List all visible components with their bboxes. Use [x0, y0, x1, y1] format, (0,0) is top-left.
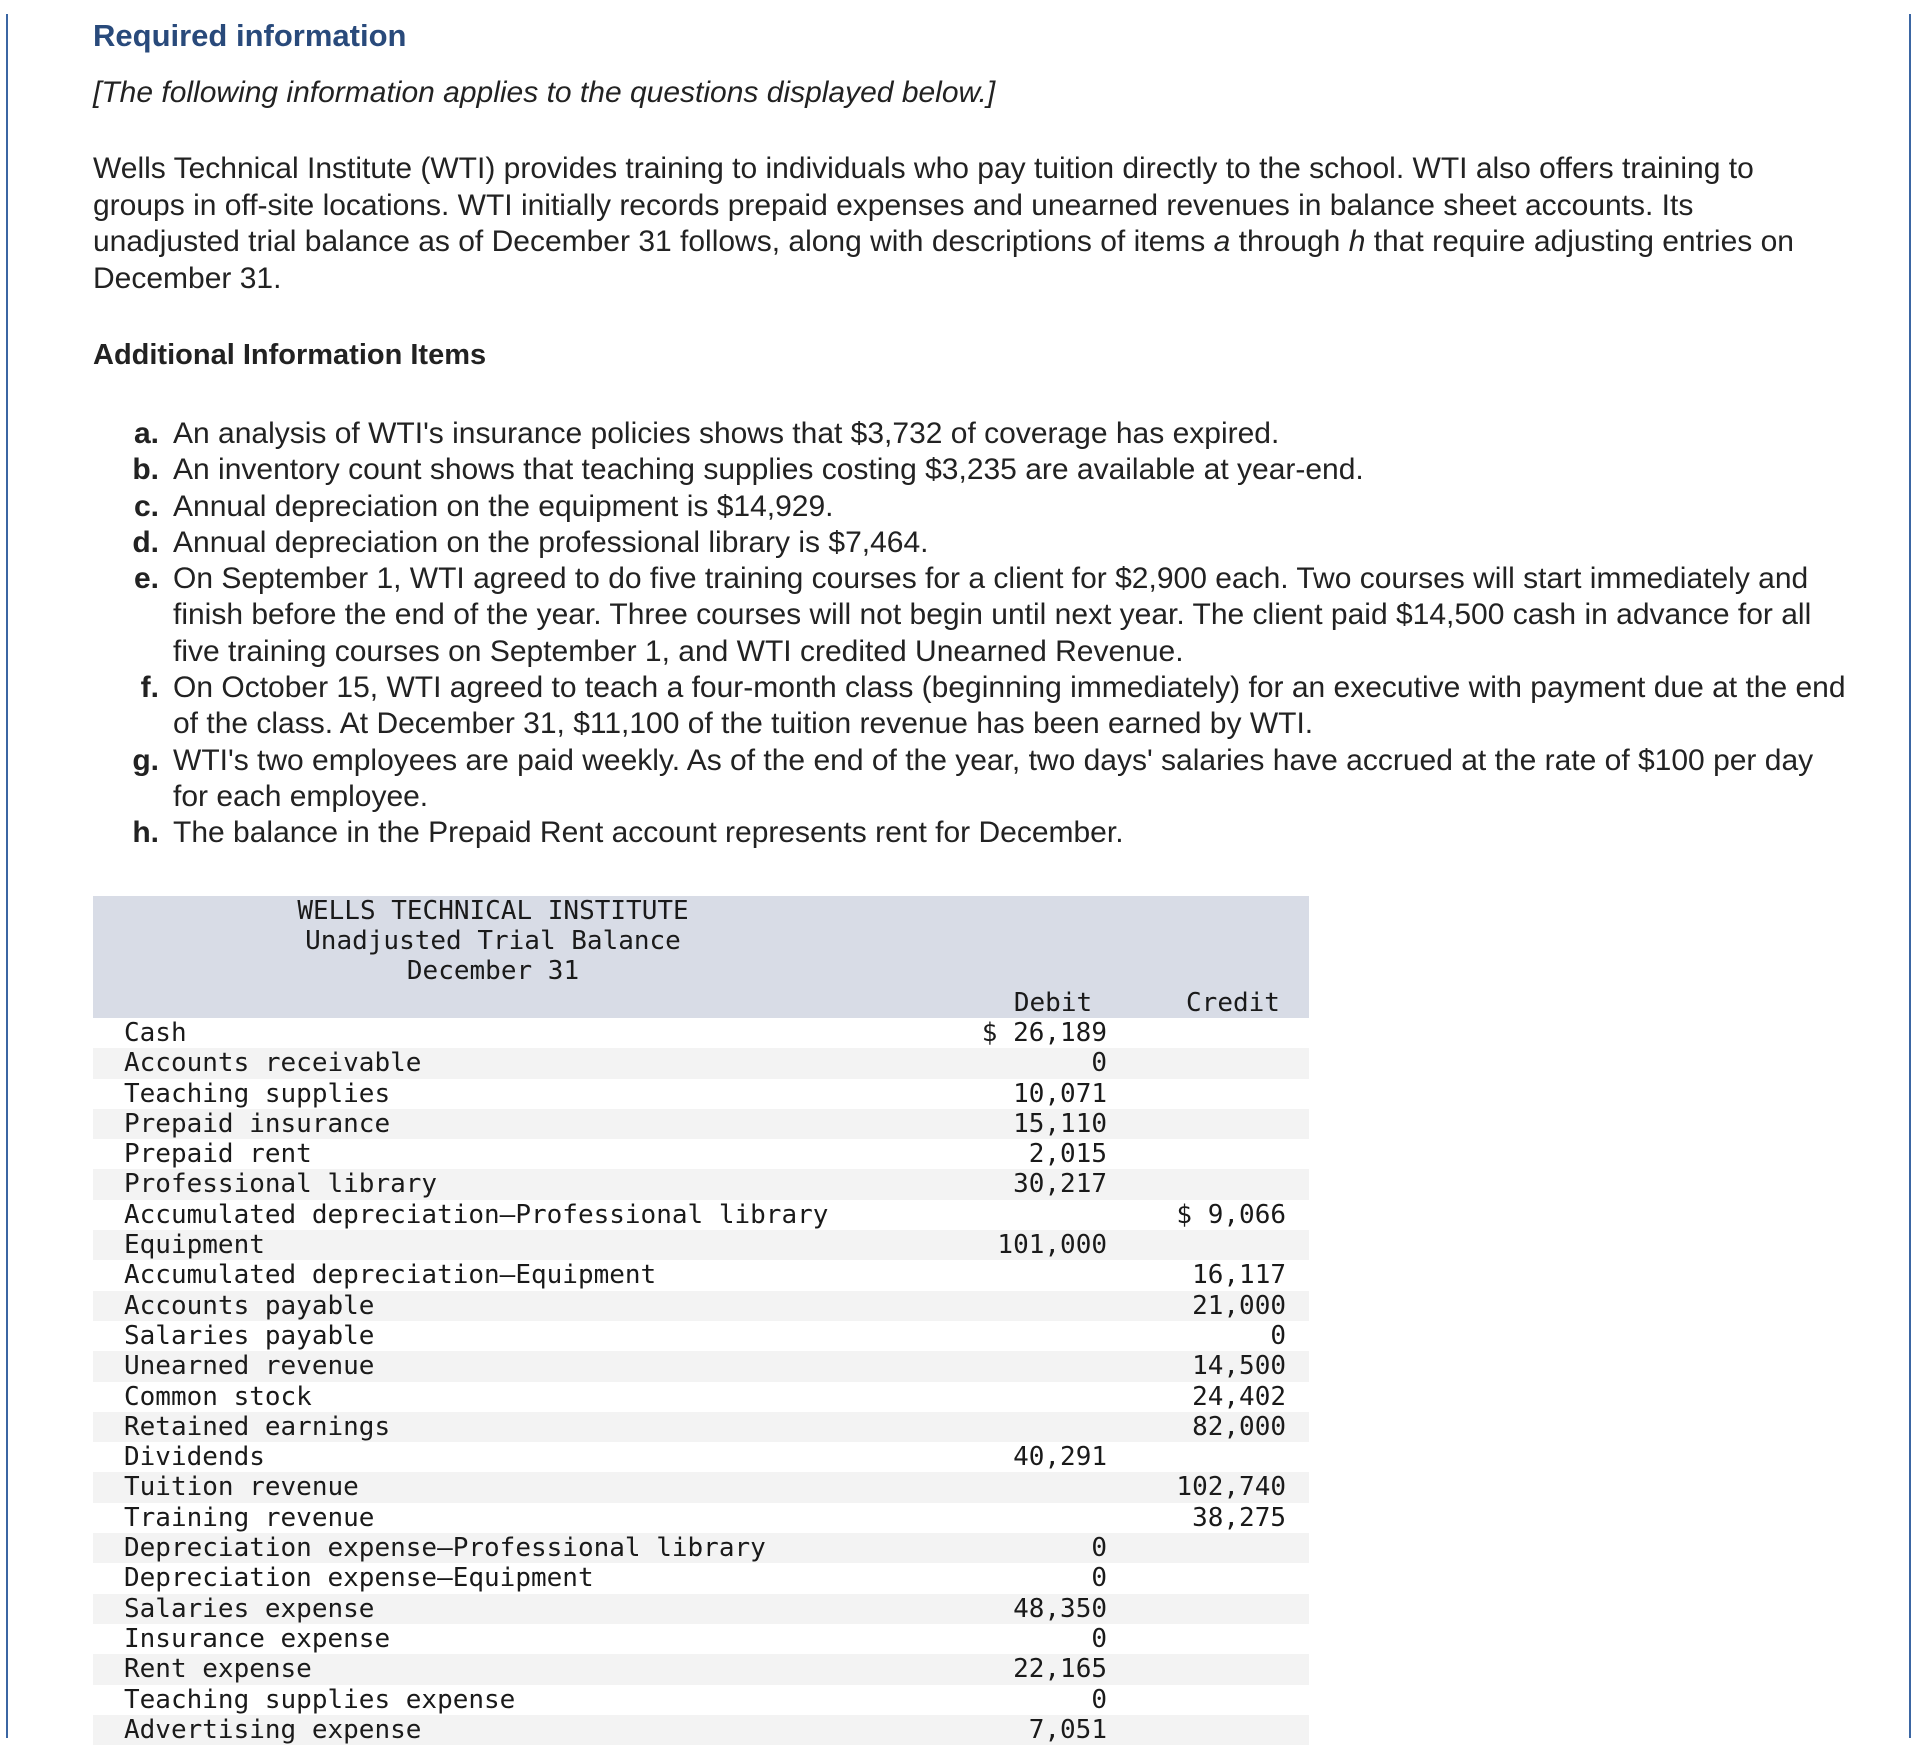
table-row — [93, 1351, 1309, 1381]
table-row — [93, 1260, 1309, 1290]
credit-cell: 0 — [1270, 1320, 1286, 1351]
trial-balance-header — [93, 896, 1309, 1018]
credit-cell: 102,740 — [1176, 1472, 1286, 1503]
account-name-cell: Unearned revenue — [124, 1351, 375, 1382]
account-name-cell: Tuition revenue — [124, 1472, 359, 1503]
table-row — [93, 1200, 1309, 1230]
account-name-cell: Teaching supplies expense — [124, 1684, 516, 1715]
intro-paragraph — [93, 151, 1833, 297]
statement-date: December 31 — [406, 956, 580, 986]
credit-cell: 16,117 — [1192, 1260, 1286, 1291]
debit-cell: 22,165 — [1013, 1654, 1107, 1685]
account-name-cell: Dividends — [124, 1442, 265, 1473]
intro-text-1: Wells Technical Institute (WTI) provides training to individuals who pay tuition directly to the school. WTI also offers training to groups in off-site locations. WTI initially records prepaid expenses and unearned revenues in balance sheet accounts. Its unadjusted trial balance as of December 31 follows, along with descriptions of items — [93, 152, 1754, 258]
item-letter: g. — [132, 743, 159, 777]
account-name-cell: Equipment — [124, 1230, 265, 1261]
item-letter: c. — [133, 489, 159, 523]
account-name-cell: Depreciation expense—Equipment — [124, 1563, 594, 1594]
table-row — [93, 1685, 1309, 1715]
item-text: On October 15, WTI agreed to teach a four-month class (beginning immediately) for an executive with payment due at the end of the class. At December 31, $11,100 of the tuition revenue has been earned by WTI. — [173, 671, 1846, 741]
table-row — [93, 1079, 1309, 1109]
credit-cell: 14,500 — [1192, 1351, 1286, 1382]
debit-cell: 40,291 — [1013, 1442, 1107, 1473]
table-row — [93, 1048, 1309, 1078]
list-item — [129, 489, 1849, 525]
table-row — [93, 1533, 1309, 1563]
item-text: An analysis of WTI's insurance policies shows that $3,732 of coverage has expired. — [173, 417, 1280, 450]
table-row — [93, 1442, 1309, 1472]
account-name-cell: Prepaid rent — [124, 1139, 312, 1170]
intro-text-2: through — [1230, 225, 1349, 258]
debit-cell: 15,110 — [1013, 1108, 1107, 1139]
debit-cell: 10,071 — [1013, 1078, 1107, 1109]
left-border-rule — [6, 14, 8, 1738]
company-name: WELLS TECHNICAL INSTITUTE — [297, 896, 689, 926]
credit-cell: 24,402 — [1192, 1381, 1286, 1412]
intro-item-a: a — [1213, 225, 1231, 258]
table-row — [93, 1412, 1309, 1442]
table-row — [93, 1594, 1309, 1624]
item-letter: a. — [133, 417, 159, 450]
applies-note: [The following information applies to the questions displayed below.] — [93, 76, 996, 109]
credit-column-header: Credit — [1186, 988, 1280, 1018]
table-row — [93, 1169, 1309, 1199]
debit-cell: 0 — [1091, 1684, 1107, 1715]
item-letter: f. — [140, 671, 159, 705]
account-name-cell: Prepaid insurance — [124, 1108, 391, 1139]
item-letter: e. — [133, 562, 159, 596]
table-row — [93, 1624, 1309, 1654]
debit-cell: 48,350 — [1013, 1593, 1107, 1624]
list-item — [129, 743, 1849, 816]
account-name-cell: Retained earnings — [124, 1411, 391, 1442]
item-letter: b. — [132, 453, 159, 487]
debit-cell: 0 — [1091, 1623, 1107, 1654]
list-item — [129, 561, 1849, 670]
list-item — [129, 525, 1849, 561]
table-row — [93, 1715, 1309, 1745]
trial-balance-body — [93, 1018, 1309, 1745]
item-text: Annual depreciation on the professional library is $7,464. — [173, 525, 929, 559]
credit-cell: 38,275 — [1192, 1502, 1286, 1533]
table-row — [93, 1291, 1309, 1321]
item-letter: d. — [132, 525, 159, 559]
item-text: The balance in the Prepaid Rent account represents rent for December. — [173, 816, 1124, 850]
list-item — [129, 416, 1849, 452]
credit-cell: 82,000 — [1192, 1411, 1286, 1442]
account-name-cell: Training revenue — [124, 1502, 375, 1533]
right-border-rule — [1909, 14, 1911, 1738]
item-letter: h. — [132, 816, 159, 850]
account-name-cell: Rent expense — [124, 1654, 312, 1685]
account-name-cell: Cash — [124, 1018, 187, 1048]
account-name-cell: Common stock — [124, 1381, 312, 1412]
debit-cell: 2,015 — [1028, 1139, 1107, 1170]
trial-balance-table — [93, 896, 1309, 1745]
list-item — [129, 452, 1849, 488]
debit-column-header: Debit — [1013, 988, 1093, 1018]
account-name-cell: Accounts receivable — [124, 1048, 422, 1079]
debit-cell: 101,000 — [997, 1230, 1107, 1261]
table-row — [93, 1382, 1309, 1412]
debit-cell: 0 — [1091, 1533, 1107, 1564]
required-information-heading: Required information — [93, 18, 407, 53]
table-row — [93, 1563, 1309, 1593]
account-name-cell: Salaries expense — [124, 1593, 375, 1624]
credit-cell: 21,000 — [1192, 1290, 1286, 1321]
table-row — [93, 1109, 1309, 1139]
additional-information-heading: Additional Information Items — [93, 339, 487, 371]
item-text: An inventory count shows that teaching supplies costing $3,235 are available at year-end. — [173, 453, 1364, 487]
account-name-cell: Professional library — [124, 1169, 438, 1200]
table-row — [93, 1139, 1309, 1169]
account-name-cell: Insurance expense — [124, 1623, 391, 1654]
table-row — [93, 1654, 1309, 1684]
credit-cell: $ 9,066 — [1176, 1199, 1286, 1230]
additional-items-list — [129, 416, 1849, 852]
account-name-cell: Accounts payable — [124, 1290, 375, 1321]
list-item — [129, 815, 1849, 851]
statement-name: Unadjusted Trial Balance — [305, 926, 681, 956]
account-name-cell: Teaching supplies — [124, 1078, 391, 1109]
account-name-cell: Accumulated depreciation—Professional library — [124, 1199, 829, 1230]
debit-cell: $ 26,189 — [981, 1018, 1107, 1048]
table-row — [93, 1321, 1309, 1351]
account-name-cell: Accumulated depreciation—Equipment — [124, 1260, 657, 1291]
intro-text-3: that require adjusting entries on December 31. — [93, 225, 1794, 295]
debit-cell: 0 — [1091, 1563, 1107, 1594]
table-row — [93, 1230, 1309, 1260]
item-text: WTI's two employees are paid weekly. As of the end of the year, two days' salaries have accrued at the rate of $100 per day for each employee. — [173, 743, 1814, 813]
debit-cell: 30,217 — [1013, 1169, 1107, 1200]
table-row — [93, 1472, 1309, 1502]
item-text: On September 1, WTI agreed to do five training courses for a client for $2,900 each. Two courses will start immediately and finish before the end of the year. Three courses will not begin until next year. The client paid $14,500 cash in advance for all five training courses on September 1, and WTI credited Unearned Revenue. — [173, 562, 1812, 668]
debit-cell: 7,051 — [1028, 1714, 1107, 1745]
account-name-cell: Depreciation expense—Professional library — [124, 1533, 766, 1564]
account-name-cell: Advertising expense — [124, 1714, 422, 1745]
intro-item-h: h — [1348, 225, 1366, 258]
account-name-cell: Salaries payable — [124, 1320, 375, 1351]
table-row — [93, 1503, 1309, 1533]
debit-cell: 0 — [1091, 1048, 1107, 1079]
item-text: Annual depreciation on the equipment is $14,929. — [173, 489, 834, 523]
list-item — [129, 670, 1849, 743]
table-row — [93, 1018, 1309, 1048]
